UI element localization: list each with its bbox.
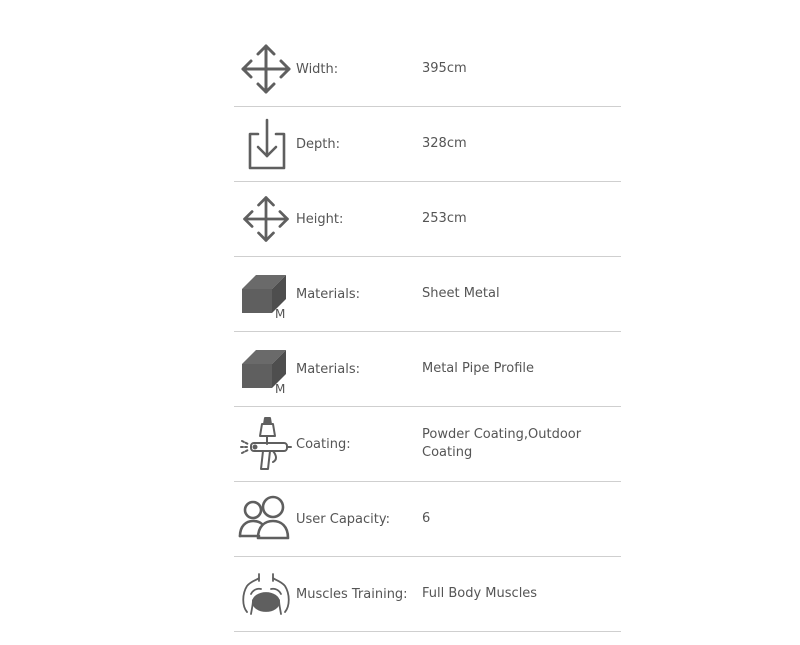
expand-arrows-icon [236, 189, 296, 249]
spec-row-user-capacity [234, 482, 621, 557]
spec-label: User Capacity: [296, 511, 391, 527]
spec-row-width [234, 32, 621, 107]
spec-value: 253cm [422, 211, 467, 226]
spec-row-material-1 [234, 257, 621, 332]
spec-label: Depth: [296, 136, 340, 152]
material-block-icon [236, 264, 296, 324]
users-icon [236, 489, 296, 549]
spec-label: Height: [296, 211, 344, 227]
spec-row-muscles [234, 557, 621, 632]
spec-label: Coating: [296, 436, 351, 452]
spec-label: Materials: [296, 286, 360, 302]
spec-table [234, 32, 621, 632]
spec-value: Powder Coating,Outdoor Coating [422, 427, 582, 460]
torso-muscles-icon [236, 564, 296, 624]
material-letter: M [275, 382, 286, 394]
spec-value: Metal Pipe Profile [422, 361, 534, 376]
spec-label: Width: [296, 61, 339, 77]
material-block-icon [236, 339, 296, 399]
spray-gun-icon [236, 414, 296, 474]
spec-row-height [234, 182, 621, 257]
spec-row-coating [234, 407, 621, 482]
spec-value: 328cm [422, 136, 467, 151]
download-box-icon [236, 114, 296, 174]
spec-label: Muscles Training: [296, 586, 408, 602]
spec-value: 6 [422, 511, 431, 526]
spec-label: Materials: [296, 361, 360, 377]
spec-value: Full Body Muscles [422, 586, 538, 601]
expand-arrows-icon [236, 39, 296, 99]
spec-value: 395cm [422, 61, 467, 76]
spec-row-material-2 [234, 332, 621, 407]
material-letter: M [275, 307, 286, 319]
spec-row-depth [234, 107, 621, 182]
spec-value: Sheet Metal [422, 286, 500, 301]
